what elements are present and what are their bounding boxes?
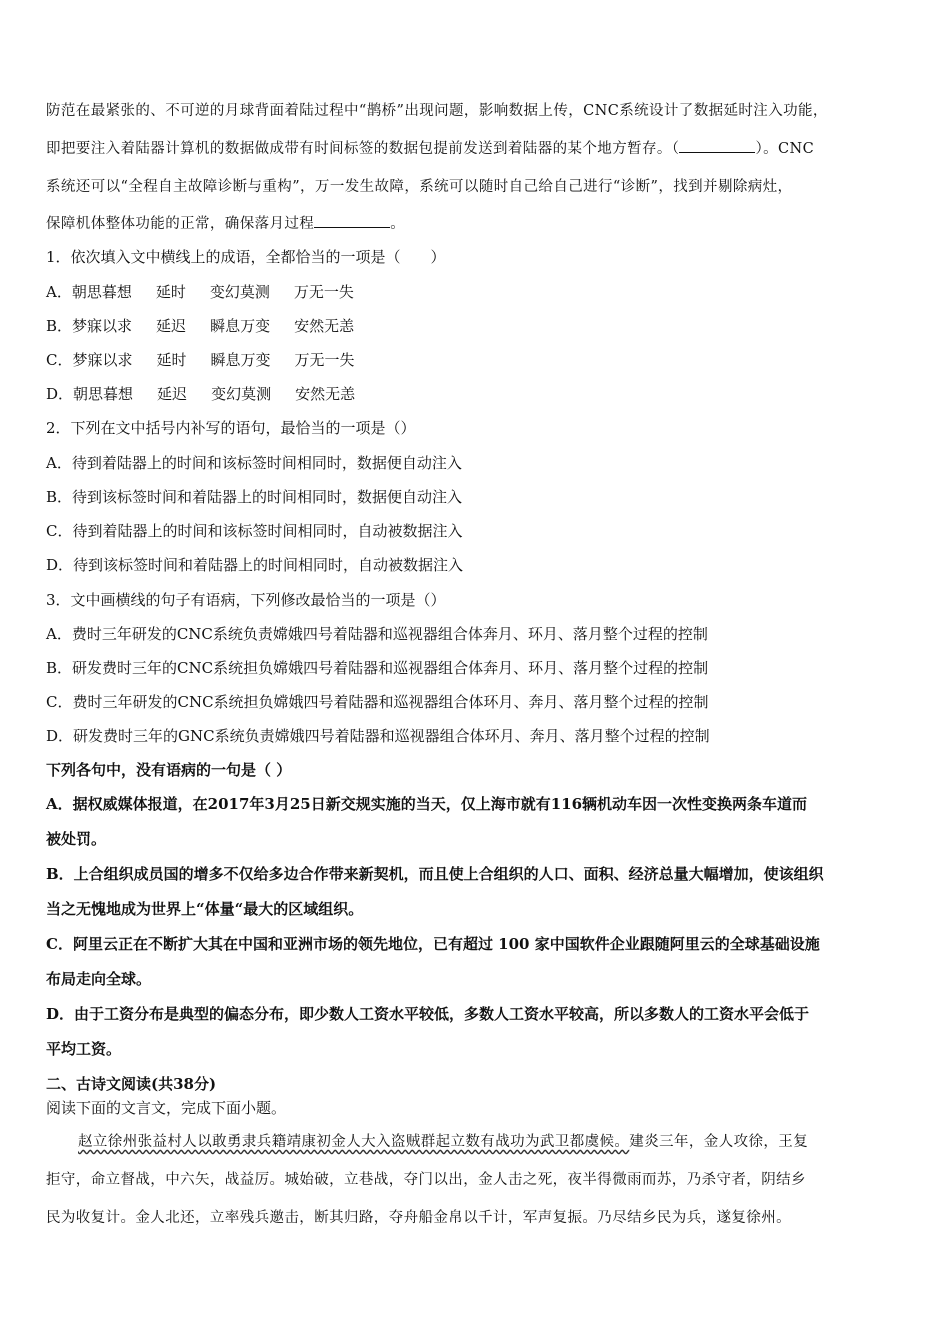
question-4-option-b-cont: 当之无愧地成为世界上“体量“最大的区域组织。 <box>46 900 364 918</box>
passage-line: 防范在最紧张的、不可逆的月球背面着陆过程中“鹊桥”出现问题，影响数据上传，CNC系统设计了数据延时注入功能， <box>46 103 828 119</box>
question-1-option-d: D．朝思暮想 延迟 变幻莫测 安然无恙 <box>46 385 356 403</box>
question-3-option-a: A．费时三年研发的CNC系统负责嫦娥四号着陆器和巡视器组合体奔月、环月、落月整个过程的控制 <box>46 625 708 643</box>
question-2-option-d: D．待到该标签时间和着陆器上的时间相同时，自动被数据注入 <box>46 556 464 574</box>
question-2-option-b: B．待到该标签时间和着陆器上的时间相同时，数据便自动注入 <box>46 488 463 506</box>
question-4-option-c-cont: 布局走向全球。 <box>46 970 152 988</box>
question-4-option-c: C．阿里云正在不断扩大其在中国和亚洲市场的领先地位，已有超过 100 家中国软件企业跟随阿里云的全球基础设施 <box>46 935 820 953</box>
question-2-option-a: A．待到着陆器上的时间和该标签时间相同时，数据便自动注入 <box>46 454 462 472</box>
question-1-option-b: B．梦寐以求 延迟 瞬息万变 安然无恙 <box>46 317 355 335</box>
classical-text-line: 赵立徐州张益村人以敢勇隶兵籍靖康初金人大入盗贼群起立数有战功为武卫都虞候。建炎三年，金人攻徐，王复 <box>78 1134 809 1150</box>
classical-text-line: 民为收复计。金人北还，立率残兵邀击，断其归路，夺舟船金帛以千计，军声复振。乃尽结乡民为兵，遂复徐州。 <box>46 1210 791 1226</box>
question-4-option-d-cont: 平均工资。 <box>46 1040 122 1058</box>
answer-blank <box>679 138 755 153</box>
question-1-stem: 1．依次填入文中横线上的成语，全都恰当的一项是（ ） <box>46 248 446 266</box>
question-1-option-c: C．梦寐以求 延时 瞬息万变 万无一失 <box>46 351 355 369</box>
question-4-option-a-cont: 被处罚。 <box>46 830 107 848</box>
section-instruction: 阅读下面的文言文，完成下面小题。 <box>46 1099 287 1117</box>
question-4-option-b: B．上合组织成员国的增多不仅给多边合作带来新契机，而且使上合组织的人口、面积、经济总量大幅增加，使该组织 <box>46 865 824 883</box>
question-1-option-a: A．朝思暮想 延时 变幻莫测 万无一失 <box>46 283 354 301</box>
passage-line: 即把要注入着陆器计算机的数据做成带有时间标签的数据包提前发送到着陆器的某个地方暂存。（ ）。CNC <box>46 138 814 160</box>
classical-text-line: 拒守，命立督战，中六矢，战益厉。城始破，立巷战，夺门以出，金人击之死，夜半得微雨而苏，乃杀守者，阴结乡 <box>46 1172 806 1188</box>
question-4-option-d: D．由于工资分布是典型的偏态分布，即少数人工资水平较低，多数人工资水平较高，所以多数人的工资水平会低于 <box>46 1005 810 1023</box>
question-4-stem: 下列各句中，没有语病的一句是（ ） <box>46 761 292 779</box>
answer-blank <box>314 213 390 228</box>
question-3-stem: 3．文中画横线的句子有语病，下列修改最恰当的一项是（） <box>46 591 446 609</box>
question-3-option-d: D．研发费时三年的GNC系统负责嫦娥四号着陆器和巡视器组合体环月、奔月、落月整个过程的控制 <box>46 727 710 745</box>
question-2-stem: 2．下列在文中括号内补写的语句，最恰当的一项是（） <box>46 419 416 437</box>
question-3-option-b: B．研发费时三年的CNC系统担负嫦娥四号着陆器和巡视器组合体奔月、环月、落月整个过程的控制 <box>46 659 709 677</box>
question-3-option-c: C．费时三年研发的CNC系统担负嫦娥四号着陆器和巡视器组合体环月、奔月、落月整个过程的控制 <box>46 693 709 711</box>
question-4-option-a: A．据权威媒体报道，在2017年3月25日新交规实施的当天，仅上海市就有116辆机动车因一次性变换两条车道而 <box>46 795 808 813</box>
underlined-sentence: 赵立徐州张益村人以敢勇隶兵籍靖康初金人大入盗贼群起立数有战功为武卫都虞候。 <box>78 1134 630 1150</box>
question-2-option-c: C．待到着陆器上的时间和该标签时间相同时，自动被数据注入 <box>46 522 463 540</box>
section-title: 二、古诗文阅读(共38分) <box>46 1075 217 1093</box>
passage-line: 系统还可以“全程自主故障诊断与重构”，万一发生故障，系统可以随时自己给自己进行“诊断”，找到并剔除病灶， <box>46 179 793 195</box>
passage-line: 保障机体整体功能的正常，确保落月过程 。 <box>46 213 405 235</box>
